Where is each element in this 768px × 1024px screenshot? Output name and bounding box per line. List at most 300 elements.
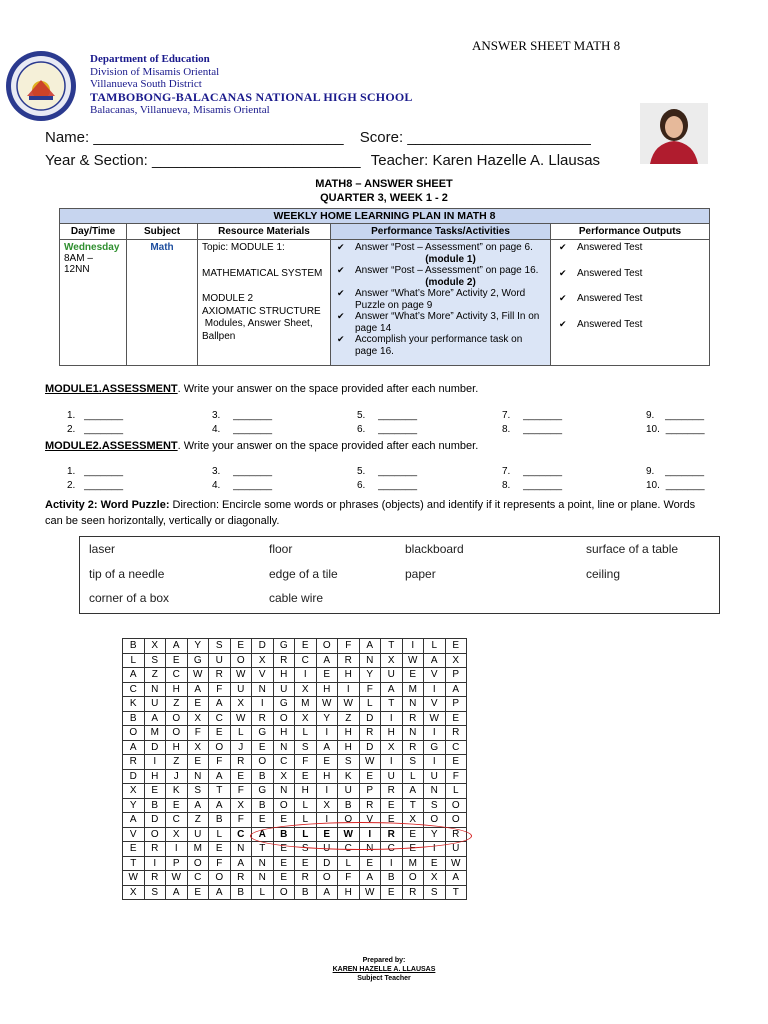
answer-blank[interactable]: _______ (665, 410, 705, 421)
answer-blank[interactable]: _______ (378, 466, 418, 477)
puzzle-cell[interactable]: X (402, 813, 424, 828)
puzzle-cell[interactable]: W (230, 711, 252, 726)
puzzle-cell[interactable]: N (424, 784, 446, 799)
puzzle-cell[interactable]: N (402, 726, 424, 741)
puzzle-cell[interactable]: V (424, 697, 446, 712)
puzzle-cell[interactable]: R (359, 726, 381, 741)
puzzle-cell[interactable]: O (187, 856, 209, 871)
puzzle-cell[interactable]: F (445, 769, 467, 784)
puzzle-cell[interactable]: C (209, 711, 231, 726)
puzzle-cell[interactable]: W (338, 697, 360, 712)
puzzle-cell[interactable]: W (230, 668, 252, 683)
puzzle-cell[interactable]: O (209, 740, 231, 755)
puzzle-cell[interactable]: G (187, 653, 209, 668)
puzzle-cell[interactable]: W (445, 856, 467, 871)
puzzle-cell[interactable]: B (381, 871, 403, 886)
puzzle-cell[interactable]: X (381, 740, 403, 755)
puzzle-cell[interactable]: I (316, 784, 338, 799)
puzzle-cell[interactable]: E (166, 798, 188, 813)
puzzle-cell[interactable]: A (424, 653, 446, 668)
puzzle-cell[interactable]: E (273, 856, 295, 871)
puzzle-cell[interactable]: S (295, 740, 317, 755)
puzzle-cell[interactable]: I (424, 726, 446, 741)
puzzle-cell[interactable]: A (445, 871, 467, 886)
puzzle-cell[interactable]: L (295, 813, 317, 828)
puzzle-cell[interactable]: X (144, 639, 166, 654)
puzzle-cell[interactable]: E (209, 726, 231, 741)
puzzle-cell[interactable]: O (273, 798, 295, 813)
puzzle-cell[interactable]: F (230, 813, 252, 828)
puzzle-cell[interactable]: A (209, 769, 231, 784)
puzzle-cell[interactable]: E (295, 639, 317, 654)
puzzle-cell[interactable]: F (338, 639, 360, 654)
puzzle-cell[interactable]: U (144, 697, 166, 712)
puzzle-cell[interactable]: L (295, 726, 317, 741)
puzzle-cell[interactable]: E (381, 813, 403, 828)
puzzle-cell[interactable]: E (295, 856, 317, 871)
puzzle-cell[interactable]: R (445, 726, 467, 741)
puzzle-cell[interactable]: K (123, 697, 145, 712)
puzzle-cell[interactable]: N (273, 784, 295, 799)
puzzle-cell[interactable]: R (359, 798, 381, 813)
puzzle-cell[interactable]: D (316, 856, 338, 871)
puzzle-cell[interactable]: I (424, 842, 446, 857)
puzzle-cell[interactable]: T (209, 784, 231, 799)
puzzle-cell[interactable]: H (273, 726, 295, 741)
puzzle-cell[interactable]: W (316, 697, 338, 712)
puzzle-cell[interactable]: X (424, 871, 446, 886)
puzzle-cell[interactable]: S (209, 639, 231, 654)
puzzle-cell[interactable]: S (187, 784, 209, 799)
puzzle-cell[interactable]: A (316, 885, 338, 900)
puzzle-cell[interactable]: O (445, 813, 467, 828)
puzzle-cell[interactable]: O (166, 726, 188, 741)
puzzle-cell[interactable]: D (359, 740, 381, 755)
puzzle-cell[interactable]: R (445, 827, 467, 842)
puzzle-cell[interactable]: I (381, 856, 403, 871)
puzzle-cell[interactable]: C (445, 740, 467, 755)
answer-blank[interactable]: _______ (378, 410, 418, 421)
puzzle-cell[interactable]: S (424, 798, 446, 813)
puzzle-cell[interactable]: E (402, 668, 424, 683)
puzzle-cell[interactable]: T (123, 856, 145, 871)
puzzle-cell[interactable]: F (209, 755, 231, 770)
puzzle-cell[interactable]: E (187, 697, 209, 712)
puzzle-cell[interactable]: W (402, 653, 424, 668)
puzzle-cell[interactable]: G (273, 697, 295, 712)
puzzle-cell[interactable]: L (445, 784, 467, 799)
puzzle-cell[interactable]: U (209, 653, 231, 668)
puzzle-cell[interactable]: R (295, 871, 317, 886)
puzzle-cell[interactable]: O (316, 871, 338, 886)
puzzle-cell[interactable]: V (359, 813, 381, 828)
puzzle-cell[interactable]: A (166, 885, 188, 900)
puzzle-cell[interactable]: O (316, 639, 338, 654)
puzzle-cell[interactable]: C (381, 842, 403, 857)
puzzle-cell[interactable]: E (359, 856, 381, 871)
puzzle-cell[interactable]: B (123, 639, 145, 654)
puzzle-cell[interactable]: N (273, 740, 295, 755)
puzzle-cell[interactable]: X (166, 827, 188, 842)
puzzle-cell[interactable]: I (295, 668, 317, 683)
puzzle-cell[interactable]: C (338, 842, 360, 857)
puzzle-cell[interactable]: T (381, 639, 403, 654)
puzzle-cell[interactable]: D (144, 740, 166, 755)
puzzle-cell[interactable]: I (316, 726, 338, 741)
puzzle-cell[interactable]: E (316, 668, 338, 683)
puzzle-cell[interactable]: D (144, 813, 166, 828)
puzzle-cell[interactable]: I (424, 682, 446, 697)
puzzle-cell[interactable]: H (273, 668, 295, 683)
answer-blank[interactable]: _______ (84, 410, 124, 421)
puzzle-cell[interactable]: E (359, 769, 381, 784)
puzzle-cell[interactable]: R (381, 784, 403, 799)
puzzle-cell[interactable]: E (144, 784, 166, 799)
puzzle-cell[interactable]: O (166, 711, 188, 726)
puzzle-cell[interactable]: Y (123, 798, 145, 813)
answer-blank[interactable]: _______ (233, 410, 273, 421)
puzzle-cell[interactable]: A (209, 885, 231, 900)
puzzle-cell[interactable]: X (123, 885, 145, 900)
puzzle-cell[interactable]: B (123, 711, 145, 726)
puzzle-cell[interactable]: X (230, 697, 252, 712)
puzzle-cell[interactable]: I (424, 755, 446, 770)
puzzle-cell[interactable]: D (123, 769, 145, 784)
puzzle-cell[interactable]: P (445, 697, 467, 712)
puzzle-cell[interactable]: X (316, 798, 338, 813)
puzzle-cell[interactable]: U (424, 769, 446, 784)
puzzle-cell[interactable]: D (359, 711, 381, 726)
puzzle-cell[interactable]: L (230, 726, 252, 741)
puzzle-cell[interactable]: U (381, 668, 403, 683)
puzzle-cell[interactable]: F (209, 856, 231, 871)
puzzle-cell[interactable]: N (252, 856, 274, 871)
answer-blank[interactable]: _______ (84, 466, 124, 477)
puzzle-cell[interactable]: O (402, 871, 424, 886)
puzzle-cell[interactable]: E (273, 871, 295, 886)
puzzle-cell[interactable]: M (187, 842, 209, 857)
puzzle-cell[interactable]: Z (338, 711, 360, 726)
answer-blank[interactable]: _______ (523, 410, 563, 421)
puzzle-cell[interactable]: A (359, 639, 381, 654)
answer-blank[interactable]: _______ (84, 480, 124, 491)
puzzle-cell[interactable]: I (252, 697, 274, 712)
puzzle-cell[interactable]: C (187, 871, 209, 886)
puzzle-cell[interactable]: U (316, 842, 338, 857)
puzzle-cell[interactable]: W (338, 827, 360, 842)
puzzle-cell[interactable]: I (144, 856, 166, 871)
puzzle-cell[interactable]: M (144, 726, 166, 741)
puzzle-cell[interactable]: O (273, 711, 295, 726)
puzzle-cell[interactable]: K (338, 769, 360, 784)
puzzle-cell[interactable]: L (359, 697, 381, 712)
puzzle-cell[interactable]: L (209, 827, 231, 842)
puzzle-cell[interactable]: X (295, 711, 317, 726)
puzzle-cell[interactable]: X (230, 798, 252, 813)
puzzle-cell[interactable]: D (252, 639, 274, 654)
puzzle-cell[interactable]: I (381, 711, 403, 726)
puzzle-cell[interactable]: H (144, 769, 166, 784)
puzzle-cell[interactable]: A (123, 668, 145, 683)
answer-blank[interactable]: _______ (233, 424, 273, 435)
puzzle-cell[interactable]: Y (187, 639, 209, 654)
puzzle-cell[interactable]: E (402, 842, 424, 857)
puzzle-cell[interactable]: I (316, 813, 338, 828)
puzzle-cell[interactable]: X (187, 740, 209, 755)
puzzle-cell[interactable]: I (166, 842, 188, 857)
puzzle-cell[interactable]: H (316, 769, 338, 784)
answer-blank[interactable]: _______ (233, 480, 273, 491)
puzzle-cell[interactable]: I (144, 755, 166, 770)
puzzle-cell[interactable]: I (338, 682, 360, 697)
puzzle-cell[interactable]: I (359, 827, 381, 842)
puzzle-cell[interactable]: A (209, 697, 231, 712)
puzzle-cell[interactable]: A (230, 856, 252, 871)
puzzle-cell[interactable]: X (295, 682, 317, 697)
puzzle-cell[interactable]: H (381, 726, 403, 741)
puzzle-cell[interactable]: T (252, 842, 274, 857)
puzzle-cell[interactable]: B (252, 769, 274, 784)
puzzle-cell[interactable]: S (144, 885, 166, 900)
puzzle-cell[interactable]: L (295, 827, 317, 842)
puzzle-cell[interactable]: V (252, 668, 274, 683)
puzzle-cell[interactable]: J (166, 769, 188, 784)
puzzle-cell[interactable]: X (123, 784, 145, 799)
puzzle-cell[interactable]: N (359, 653, 381, 668)
puzzle-cell[interactable]: W (166, 871, 188, 886)
puzzle-cell[interactable]: C (166, 668, 188, 683)
puzzle-cell[interactable]: E (123, 842, 145, 857)
puzzle-cell[interactable]: S (424, 885, 446, 900)
puzzle-cell[interactable]: R (230, 755, 252, 770)
puzzle-cell[interactable]: X (445, 653, 467, 668)
puzzle-cell[interactable]: H (295, 784, 317, 799)
puzzle-cell[interactable]: Y (359, 668, 381, 683)
puzzle-cell[interactable]: C (295, 653, 317, 668)
puzzle-cell[interactable]: E (187, 885, 209, 900)
puzzle-cell[interactable]: O (424, 813, 446, 828)
puzzle-cell[interactable]: P (359, 784, 381, 799)
puzzle-cell[interactable]: L (252, 885, 274, 900)
puzzle-cell[interactable]: R (338, 653, 360, 668)
puzzle-cell[interactable]: S (402, 755, 424, 770)
puzzle-cell[interactable]: E (381, 885, 403, 900)
puzzle-cell[interactable]: B (338, 798, 360, 813)
puzzle-cell[interactable]: B (295, 885, 317, 900)
puzzle-cell[interactable]: X (252, 653, 274, 668)
puzzle-cell[interactable]: O (252, 755, 274, 770)
puzzle-cell[interactable]: Z (166, 697, 188, 712)
puzzle-cell[interactable]: Y (316, 711, 338, 726)
puzzle-cell[interactable]: A (144, 711, 166, 726)
answer-blank[interactable]: _______ (665, 480, 705, 491)
puzzle-cell[interactable]: T (402, 798, 424, 813)
puzzle-cell[interactable]: C (230, 827, 252, 842)
puzzle-cell[interactable]: L (338, 856, 360, 871)
puzzle-cell[interactable]: A (187, 798, 209, 813)
puzzle-cell[interactable]: A (123, 740, 145, 755)
puzzle-cell[interactable]: L (424, 639, 446, 654)
puzzle-cell[interactable]: K (166, 784, 188, 799)
puzzle-cell[interactable]: P (166, 856, 188, 871)
puzzle-cell[interactable]: X (381, 653, 403, 668)
puzzle-cell[interactable]: A (187, 682, 209, 697)
puzzle-cell[interactable]: T (445, 885, 467, 900)
puzzle-cell[interactable]: B (273, 827, 295, 842)
puzzle-cell[interactable]: F (359, 682, 381, 697)
answer-blank[interactable]: _______ (233, 466, 273, 477)
puzzle-cell[interactable]: R (209, 668, 231, 683)
puzzle-cell[interactable]: L (123, 653, 145, 668)
puzzle-cell[interactable]: S (144, 653, 166, 668)
puzzle-cell[interactable]: H (338, 726, 360, 741)
puzzle-cell[interactable]: E (424, 856, 446, 871)
answer-blank[interactable]: _______ (523, 466, 563, 477)
puzzle-cell[interactable]: H (338, 668, 360, 683)
puzzle-cell[interactable]: E (273, 842, 295, 857)
puzzle-cell[interactable]: Y (424, 827, 446, 842)
puzzle-cell[interactable]: B (209, 813, 231, 828)
puzzle-cell[interactable]: H (166, 682, 188, 697)
puzzle-cell[interactable]: N (187, 769, 209, 784)
puzzle-cell[interactable]: H (338, 740, 360, 755)
puzzle-cell[interactable]: A (402, 784, 424, 799)
puzzle-cell[interactable]: R (252, 711, 274, 726)
puzzle-cell[interactable]: U (445, 842, 467, 857)
puzzle-cell[interactable]: A (123, 813, 145, 828)
puzzle-cell[interactable]: E (316, 755, 338, 770)
puzzle-cell[interactable]: W (424, 711, 446, 726)
name-field[interactable]: Name: ______________________________ (45, 129, 344, 146)
puzzle-cell[interactable]: I (381, 755, 403, 770)
puzzle-cell[interactable]: E (316, 827, 338, 842)
puzzle-cell[interactable]: V (123, 827, 145, 842)
puzzle-cell[interactable]: H (316, 682, 338, 697)
puzzle-cell[interactable]: B (252, 798, 274, 813)
puzzle-cell[interactable]: E (402, 827, 424, 842)
puzzle-cell[interactable]: L (402, 769, 424, 784)
puzzle-cell[interactable]: R (381, 827, 403, 842)
puzzle-cell[interactable]: E (252, 813, 274, 828)
year-section-field[interactable]: Year & Section: _________________________ (45, 152, 361, 169)
puzzle-cell[interactable]: W (359, 885, 381, 900)
puzzle-cell[interactable]: S (295, 842, 317, 857)
puzzle-cell[interactable]: U (338, 784, 360, 799)
puzzle-cell[interactable]: G (252, 726, 274, 741)
answer-blank[interactable]: _______ (523, 480, 563, 491)
puzzle-cell[interactable]: W (359, 755, 381, 770)
puzzle-cell[interactable]: Z (144, 668, 166, 683)
puzzle-cell[interactable]: R (402, 740, 424, 755)
answer-blank[interactable]: _______ (378, 480, 418, 491)
puzzle-cell[interactable]: E (166, 653, 188, 668)
puzzle-cell[interactable]: R (123, 755, 145, 770)
puzzle-cell[interactable]: M (295, 697, 317, 712)
puzzle-cell[interactable]: H (338, 885, 360, 900)
answer-blank[interactable]: _______ (665, 424, 705, 435)
puzzle-cell[interactable]: V (424, 668, 446, 683)
puzzle-cell[interactable]: E (445, 639, 467, 654)
puzzle-cell[interactable]: X (273, 769, 295, 784)
answer-blank[interactable]: _______ (665, 466, 705, 477)
puzzle-cell[interactable]: G (252, 784, 274, 799)
puzzle-cell[interactable]: H (166, 740, 188, 755)
puzzle-cell[interactable]: E (252, 740, 274, 755)
puzzle-cell[interactable]: A (316, 653, 338, 668)
puzzle-cell[interactable]: E (381, 798, 403, 813)
puzzle-cell[interactable]: U (187, 827, 209, 842)
puzzle-cell[interactable]: C (166, 813, 188, 828)
puzzle-cell[interactable]: A (316, 740, 338, 755)
puzzle-cell[interactable]: F (295, 755, 317, 770)
puzzle-cell[interactable]: O (273, 885, 295, 900)
puzzle-cell[interactable]: N (252, 682, 274, 697)
puzzle-cell[interactable]: I (402, 639, 424, 654)
score-field[interactable]: Score: ______________________ (359, 129, 591, 146)
puzzle-cell[interactable]: E (445, 755, 467, 770)
puzzle-cell[interactable]: J (230, 740, 252, 755)
puzzle-cell[interactable]: R (402, 885, 424, 900)
puzzle-cell[interactable]: A (381, 682, 403, 697)
puzzle-cell[interactable]: P (445, 668, 467, 683)
puzzle-cell[interactable]: R (273, 653, 295, 668)
puzzle-cell[interactable]: O (338, 813, 360, 828)
puzzle-cell[interactable]: N (144, 682, 166, 697)
puzzle-cell[interactable]: C (123, 682, 145, 697)
puzzle-cell[interactable]: F (187, 726, 209, 741)
puzzle-cell[interactable]: R (144, 871, 166, 886)
puzzle-cell[interactable]: U (273, 682, 295, 697)
puzzle-cell[interactable]: U (381, 769, 403, 784)
puzzle-cell[interactable]: O (445, 798, 467, 813)
puzzle-cell[interactable]: F (338, 871, 360, 886)
puzzle-cell[interactable]: C (273, 755, 295, 770)
puzzle-cell[interactable]: E (273, 813, 295, 828)
puzzle-cell[interactable]: O (230, 653, 252, 668)
answer-blank[interactable]: _______ (84, 424, 124, 435)
puzzle-cell[interactable]: E (445, 711, 467, 726)
puzzle-cell[interactable]: A (209, 798, 231, 813)
puzzle-cell[interactable]: O (123, 726, 145, 741)
puzzle-cell[interactable]: B (144, 798, 166, 813)
puzzle-cell[interactable]: S (338, 755, 360, 770)
puzzle-cell[interactable]: L (295, 798, 317, 813)
puzzle-cell[interactable]: R (402, 711, 424, 726)
puzzle-cell[interactable]: N (402, 697, 424, 712)
puzzle-cell[interactable]: G (424, 740, 446, 755)
puzzle-cell[interactable]: A (445, 682, 467, 697)
puzzle-cell[interactable]: M (402, 856, 424, 871)
puzzle-cell[interactable]: N (230, 842, 252, 857)
puzzle-cell[interactable]: B (230, 885, 252, 900)
puzzle-cell[interactable]: E (187, 755, 209, 770)
puzzle-cell[interactable]: E (295, 769, 317, 784)
puzzle-cell[interactable]: N (359, 842, 381, 857)
puzzle-cell[interactable]: Z (166, 755, 188, 770)
puzzle-cell[interactable]: E (209, 842, 231, 857)
puzzle-cell[interactable]: E (230, 639, 252, 654)
puzzle-cell[interactable]: G (273, 639, 295, 654)
puzzle-cell[interactable]: R (144, 842, 166, 857)
puzzle-cell[interactable]: A (252, 827, 274, 842)
puzzle-cell[interactable]: O (209, 871, 231, 886)
answer-blank[interactable]: _______ (523, 424, 563, 435)
puzzle-cell[interactable]: U (230, 682, 252, 697)
puzzle-cell[interactable]: F (230, 784, 252, 799)
puzzle-cell[interactable]: X (187, 711, 209, 726)
puzzle-cell[interactable]: A (359, 871, 381, 886)
puzzle-cell[interactable]: Z (187, 813, 209, 828)
